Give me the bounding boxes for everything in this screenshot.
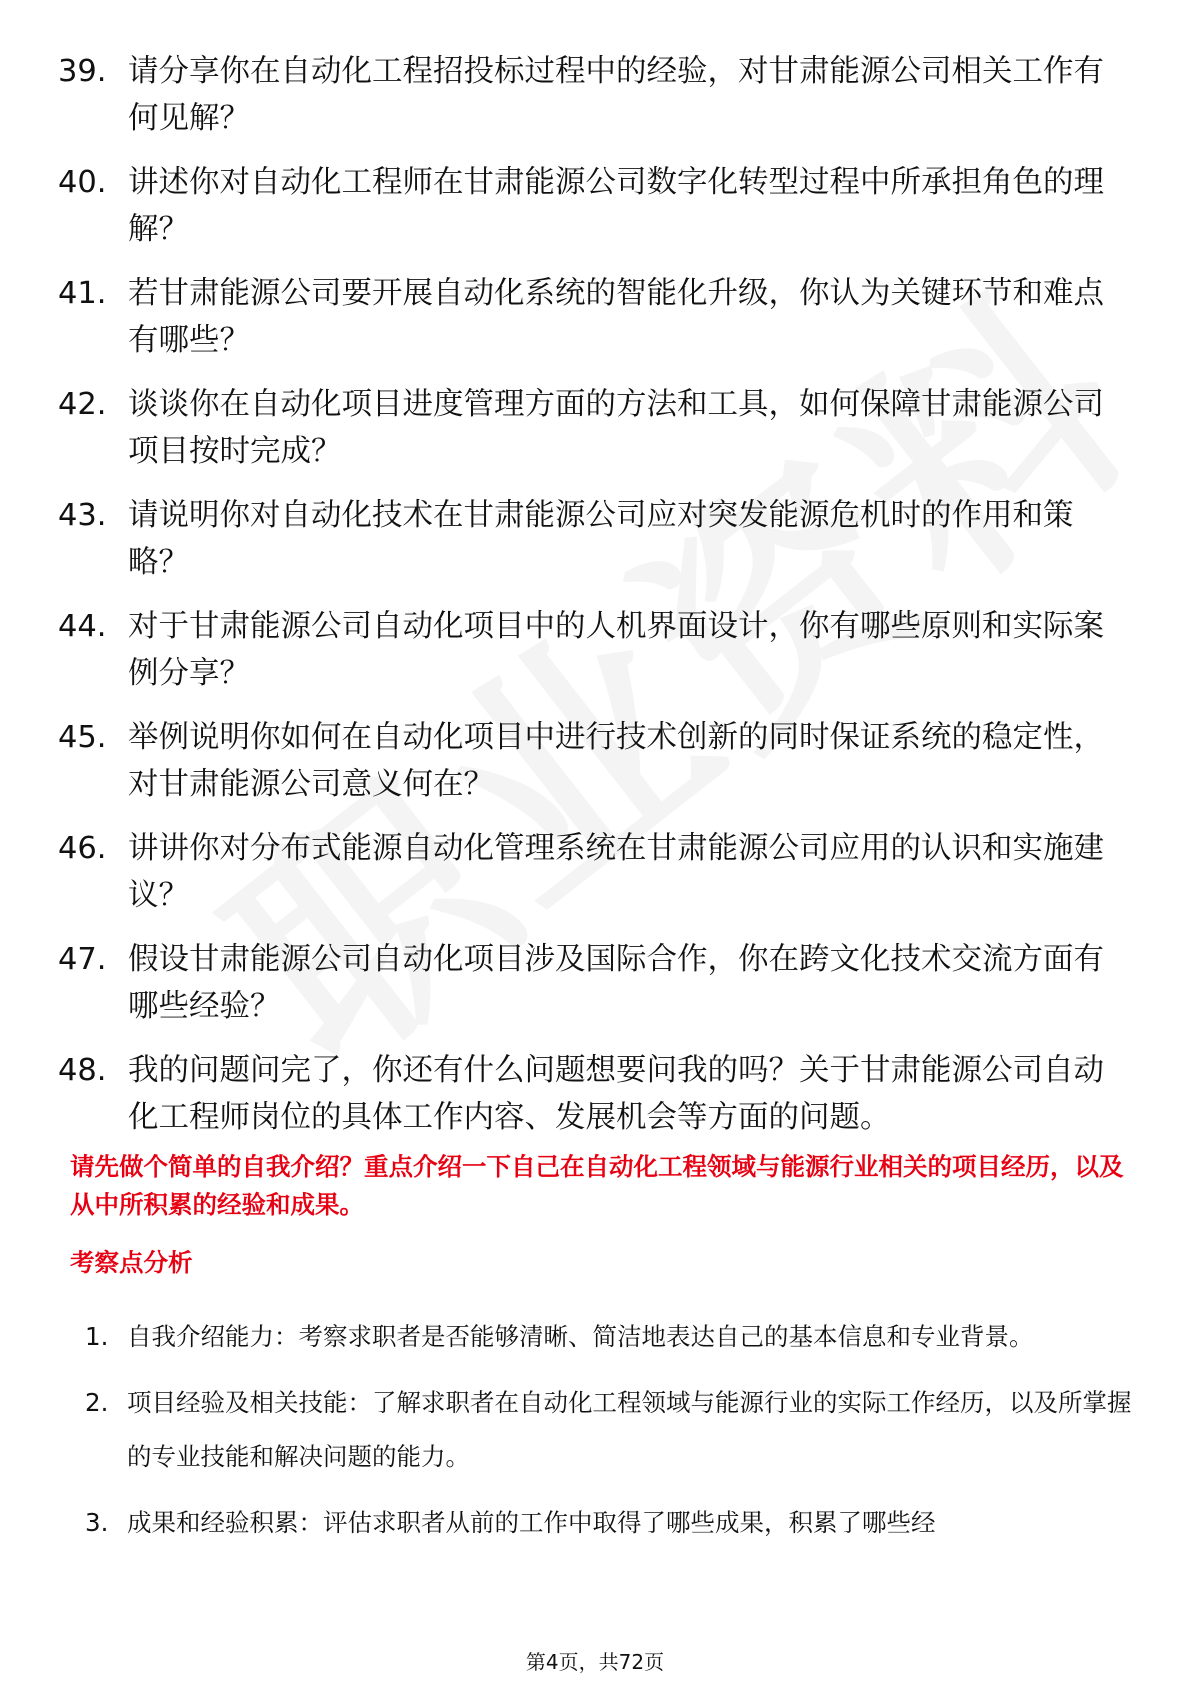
highlight-question: 请先做个简单的自我介绍？重点介绍一下自己在自动化工程领域与能源行业相关的项目经历，以及从中所积累的经验和成果。 [70, 1152, 1124, 1219]
question-number: 39. [58, 54, 107, 89]
question-number: 48. [58, 1053, 107, 1088]
analysis-number: 2. [85, 1388, 109, 1417]
analysis-item [85, 1376, 1135, 1484]
question-number: 44. [58, 609, 107, 644]
analysis-title: 考察点分析 [70, 1248, 193, 1277]
question-number: 42. [58, 387, 107, 422]
question-text: 谈谈你在自动化项目进度管理方面的方法和工具，如何保障甘肃能源公司项目按时完成？ [128, 387, 1104, 469]
question-item [58, 48, 1128, 142]
question-number: 41. [58, 276, 107, 311]
analysis-item [85, 1310, 1135, 1364]
question-text: 对于甘肃能源公司自动化项目中的人机界面设计，你有哪些原则和实际案例分享？ [128, 609, 1104, 691]
question-text: 讲述你对自动化工程师在甘肃能源公司数字化转型过程中所承担角色的理解？ [128, 165, 1104, 247]
question-item [58, 1047, 1128, 1141]
question-item [58, 381, 1128, 475]
analysis-text: 成果和经验积累：评估求职者从前的工作中取得了哪些成果，积累了哪些经 [127, 1508, 936, 1537]
analysis-text: 项目经验及相关技能：了解求职者在自动化工程领域与能源行业的实际工作经历，以及所掌握的专业技能和解决问题的能力。 [127, 1388, 1132, 1471]
question-item [58, 714, 1128, 808]
question-text: 举例说明你如何在自动化项目中进行技术创新的同时保证系统的稳定性，对甘肃能源公司意义何在？ [128, 720, 1104, 802]
question-list [58, 48, 1128, 1158]
question-text: 请说明你对自动化技术在甘肃能源公司应对突发能源危机时的作用和策略？ [128, 498, 1074, 580]
question-item [58, 603, 1128, 697]
analysis-number: 3. [85, 1508, 109, 1537]
question-number: 45. [58, 720, 107, 755]
question-item [58, 492, 1128, 586]
question-text: 若甘肃能源公司要开展自动化系统的智能化升级，你认为关键环节和难点有哪些？ [128, 276, 1104, 358]
question-number: 46. [58, 831, 107, 866]
question-number: 43. [58, 498, 107, 533]
question-item [58, 159, 1128, 253]
analysis-list [85, 1310, 1135, 1562]
analysis-number: 1. [85, 1322, 109, 1351]
question-item [58, 936, 1128, 1030]
question-item [58, 825, 1128, 919]
question-number: 47. [58, 942, 107, 977]
question-text: 我的问题问完了，你还有什么问题想要问我的吗？关于甘肃能源公司自动化工程师岗位的具体工作内容、发展机会等方面的问题。 [128, 1053, 1104, 1135]
page-footer: 第4页，共72页 [525, 1650, 665, 1674]
question-text: 假设甘肃能源公司自动化项目涉及国际合作，你在跨文化技术交流方面有哪些经验？ [128, 942, 1104, 1024]
question-number: 40. [58, 165, 107, 200]
analysis-text: 自我介绍能力：考察求职者是否能够清晰、简洁地表达自己的基本信息和专业背景。 [127, 1322, 1034, 1351]
question-text: 请分享你在自动化工程招投标过程中的经验，对甘肃能源公司相关工作有何见解？ [128, 54, 1104, 136]
analysis-item [85, 1496, 1135, 1550]
question-text: 讲讲你对分布式能源自动化管理系统在甘肃能源公司应用的认识和实施建议？ [128, 831, 1104, 913]
question-item [58, 270, 1128, 364]
